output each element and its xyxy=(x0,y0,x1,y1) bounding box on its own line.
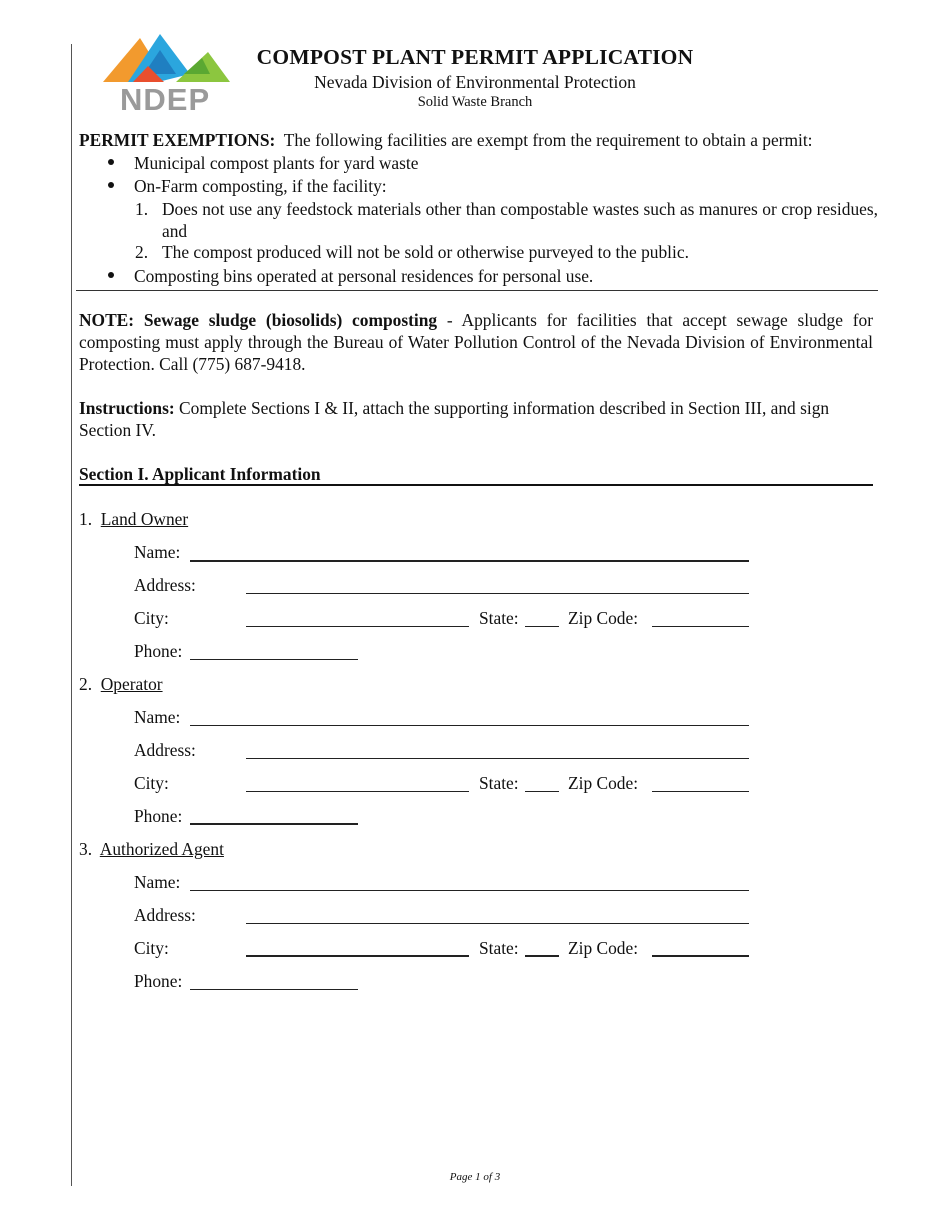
agent-phone-field[interactable] xyxy=(190,989,358,990)
agency-name: Nevada Division of Environmental Protection xyxy=(314,72,636,92)
land-owner-address-field[interactable] xyxy=(246,593,749,594)
address-label: Address: xyxy=(134,575,196,595)
sub-item: The compost produced will not be sold or otherwise purveyed to the public. xyxy=(162,242,689,262)
document-header xyxy=(230,44,720,111)
note-paragraph xyxy=(79,309,873,375)
operator-name-field[interactable] xyxy=(190,725,749,726)
phone-label: Phone: xyxy=(134,641,183,661)
agent-address-field[interactable] xyxy=(246,923,749,924)
page-number: Page 1 of 3 xyxy=(449,1171,501,1183)
instructions-heading: Instructions: xyxy=(79,398,175,418)
state-label: State: xyxy=(479,938,519,958)
name-label: Name: xyxy=(134,542,181,562)
exemptions-paragraph xyxy=(79,129,879,151)
group-title-authorized-agent xyxy=(79,838,224,860)
divider xyxy=(76,290,878,291)
section-title: Section I. Applicant Information xyxy=(79,464,321,484)
agent-name-field[interactable] xyxy=(190,890,749,891)
name-label: Name: xyxy=(134,707,181,727)
operator-address-field[interactable] xyxy=(246,758,749,759)
city-label: City: xyxy=(134,938,169,958)
operator-phone-field[interactable] xyxy=(190,823,358,825)
bullet-dot xyxy=(108,159,114,165)
agent-zip-field[interactable] xyxy=(652,955,749,957)
page-title: COMPOST PLANT PERMIT APPLICATION xyxy=(256,45,694,69)
exemptions-intro: The following facilities are exempt from the requirement to obtain a permit: xyxy=(283,130,813,150)
logo-text: NDEP xyxy=(120,82,211,117)
agent-state-field[interactable] xyxy=(525,955,559,957)
group-number: 2. xyxy=(79,674,93,694)
group-label: Authorized Agent xyxy=(99,839,224,859)
address-label: Address: xyxy=(134,740,196,760)
group-number: 1. xyxy=(79,509,93,529)
exemption-item: On-Farm composting, if the facility: xyxy=(134,176,387,196)
name-label: Name: xyxy=(134,872,181,892)
instructions-body: Complete Sections I & II, attach the supporting information described in Section III, and sign Section IV. xyxy=(79,398,830,440)
exemptions-heading: PERMIT EXEMPTIONS: xyxy=(79,130,276,150)
exemption-item: Composting bins operated at personal residences for personal use. xyxy=(134,266,594,286)
ndep-logo xyxy=(98,30,233,120)
exemption-item: Municipal compost plants for yard waste xyxy=(134,153,419,173)
operator-zip-field[interactable] xyxy=(652,791,749,792)
operator-state-field[interactable] xyxy=(525,791,559,792)
sub-item-number: 1. xyxy=(135,199,149,219)
state-label: State: xyxy=(479,773,519,793)
zip-label: Zip Code: xyxy=(568,938,639,958)
state-label: State: xyxy=(479,608,519,628)
city-label: City: xyxy=(134,608,169,628)
group-label: Land Owner xyxy=(100,509,189,529)
land-owner-city-field[interactable] xyxy=(246,626,469,627)
note-heading: NOTE: Sewage sludge (biosolids) composting xyxy=(79,310,438,330)
note-body: - Applicants for facilities that accept sewage sludge for composting must apply through the Bureau of Water Pollution Control of the Nevada Division of Environmental Protection. Call (775) 687-9418. xyxy=(79,310,874,374)
land-owner-zip-field[interactable] xyxy=(652,626,749,627)
land-owner-state-field[interactable] xyxy=(525,626,559,627)
mountain-logo-icon xyxy=(98,30,233,90)
address-label: Address: xyxy=(134,905,196,925)
group-label: Operator xyxy=(100,674,163,694)
group-title-land-owner xyxy=(79,508,188,530)
bullet-dot xyxy=(108,182,114,188)
group-number: 3. xyxy=(79,839,93,859)
margin-rule xyxy=(71,44,72,1186)
agent-city-field[interactable] xyxy=(246,955,469,957)
city-label: City: xyxy=(134,773,169,793)
land-owner-name-field[interactable] xyxy=(190,560,749,562)
phone-label: Phone: xyxy=(134,971,183,991)
phone-label: Phone: xyxy=(134,806,183,826)
sub-item-number: 2. xyxy=(135,242,149,262)
branch-name: Solid Waste Branch xyxy=(417,94,533,110)
zip-label: Zip Code: xyxy=(568,773,639,793)
section-rule xyxy=(79,484,873,486)
land-owner-phone-field[interactable] xyxy=(190,659,358,660)
zip-label: Zip Code: xyxy=(568,608,639,628)
operator-city-field[interactable] xyxy=(246,791,469,792)
group-title-operator xyxy=(79,673,163,695)
instructions-paragraph xyxy=(79,397,879,441)
bullet-dot xyxy=(108,272,114,278)
sub-item: Does not use any feedstock materials other than compostable wastes such as manures or crop residues, and xyxy=(162,199,878,241)
